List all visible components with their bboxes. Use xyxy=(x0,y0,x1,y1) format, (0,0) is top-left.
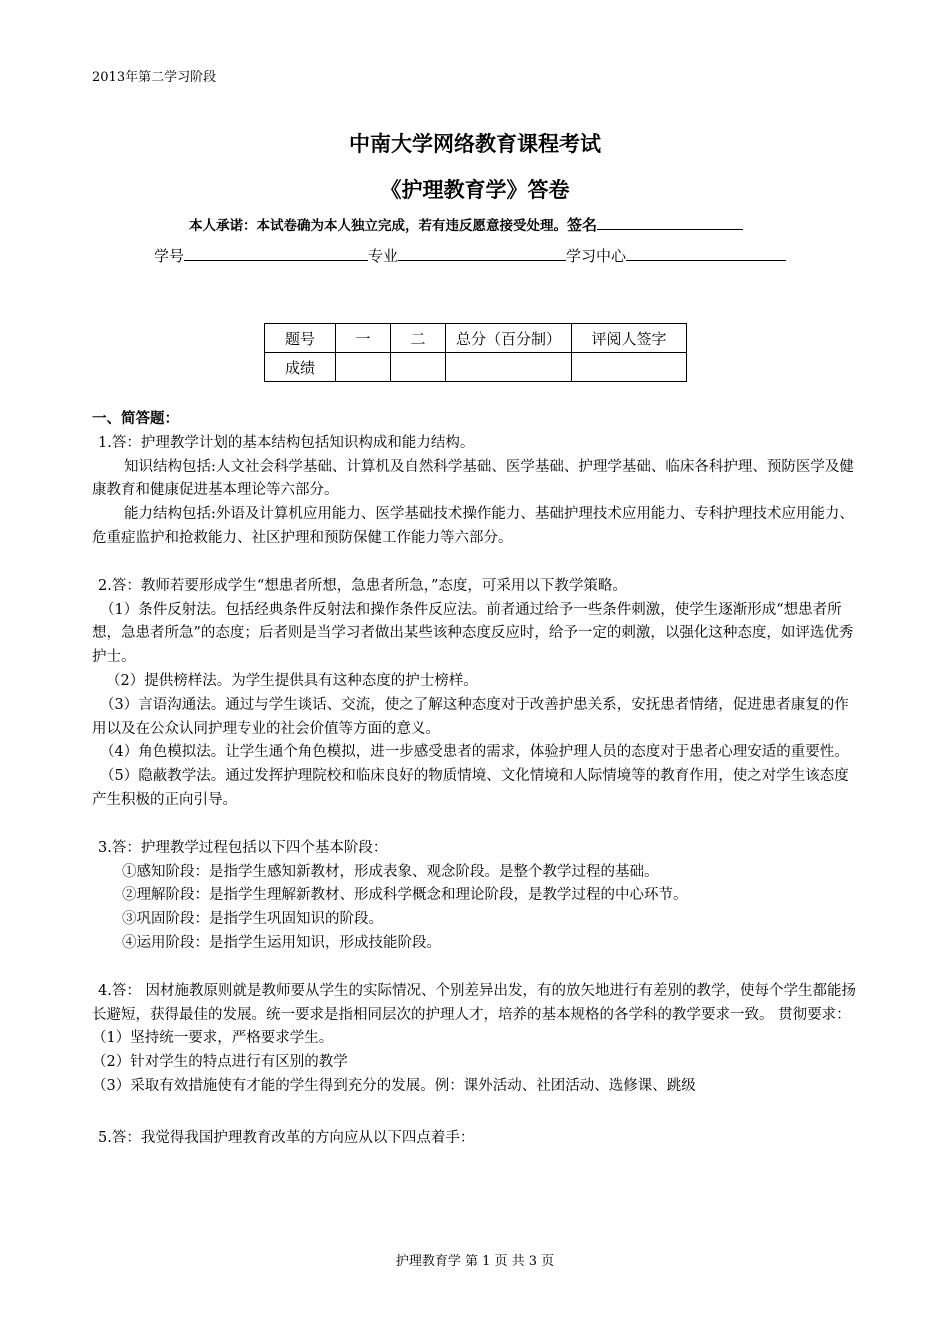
score-cell-1[interactable] xyxy=(336,353,391,382)
section-title: 一、简答题： xyxy=(92,411,179,427)
sign-field[interactable] xyxy=(597,215,743,230)
q1-paragraph: 知识结构包括:人文社会科学基础、计算机及自然科学基础、医学基础、护理学基础、临床各科护理、预防医学及健康教育和健康促进基本理论等六部分。 xyxy=(92,458,854,499)
q4-intro: 4.答： 因材施教原则就是教师要从学生的实际情况、个别差异出发，有的放矢地进行有差别的教学，使每个学生都能扬长避短，获得最佳的发展。统一要求是指相同层次的护理人才，培养的基本规格的各学科的教学要求一致。 贯彻要求： xyxy=(92,982,856,1023)
q4-item: （1）坚持统一要求，严格要求学生。 xyxy=(92,1030,334,1047)
table-header-cell: 总分（百分制） xyxy=(446,324,572,353)
score-table-header-row xyxy=(265,324,687,353)
pledge-line xyxy=(189,214,743,235)
pledge-text: 本人承诺：本试卷确为本人独立完成，若有违反愿意接受处理。 xyxy=(189,218,567,234)
center-field[interactable] xyxy=(626,246,786,261)
score-table-row xyxy=(265,353,687,382)
course-title: 《护理教育学》答卷 xyxy=(380,178,570,202)
table-header-cell: 二 xyxy=(391,324,446,353)
center-label: 学习中心 xyxy=(566,247,627,265)
q3-item: ④运用阶段：是指学生运用知识，形成技能阶段。 xyxy=(122,934,441,951)
table-header-cell: 题号 xyxy=(265,324,336,353)
q3-item: ②理解阶段：是指学生理解新教材、形成科学概念和理论阶段，是教学过程的中心环节。 xyxy=(122,887,688,904)
student-id-field[interactable] xyxy=(184,246,368,261)
student-id-label: 学号 xyxy=(154,247,185,265)
major-field[interactable] xyxy=(398,246,566,261)
page-header: 2013年第二学习阶段 xyxy=(92,70,217,85)
score-cell-2[interactable] xyxy=(391,353,446,382)
q1-paragraph: 能力结构包括:外语及计算机应用能力、医学基础技术操作能力、基础护理技术应用能力、专科护理技术应用能力、危重症监护和抢救能力、社区护理和预防保健工作能力等六部分。 xyxy=(92,506,854,546)
q4-item: （3）采取有效措施使有才能的学生得到充分的发展。例：课外活动、社团活动、选修课、跳级 xyxy=(92,1077,696,1094)
q4-item: （2）针对学生的特点进行有区别的教学 xyxy=(92,1054,348,1071)
q2-item: （5）隐蔽教学法。通过发挥护理院校和临床良好的物质情境、文化情境和人际情境等的教育作用，使之对学生该态度产生积极的正向引导。 xyxy=(92,768,849,808)
sign-label: 签名 xyxy=(567,216,598,234)
score-cell-reviewer[interactable] xyxy=(572,353,687,382)
major-label: 专业 xyxy=(368,247,399,265)
student-info-line xyxy=(154,245,786,266)
q2-item: （3）言语沟通法。通过与学生谈话、交流，使之了解这种态度对于改善护患关系，安抚患者情绪，促进患者康复的作用以及在公众认同护理专业的社会价值等方面的意义。 xyxy=(92,696,849,737)
score-cell-total[interactable] xyxy=(446,353,572,382)
table-header-cell: 评阅人签字 xyxy=(572,324,687,353)
q5-intro: 5.答：我觉得我国护理教育改革的方向应从以下四点着手： xyxy=(98,1129,475,1146)
table-header-cell: 一 xyxy=(336,324,391,353)
q2-intro: 2.答：教师若要形成学生“想患者所想，急患者所急，”态度，可采用以下教学策略。 xyxy=(98,577,627,594)
page-footer: 护理教育学 第 1 页 共 3 页 xyxy=(395,1254,555,1269)
q3-item: ①感知阶段：是指学生感知新教材，形成表象、观念阶段。是整个教学过程的基础。 xyxy=(122,863,659,880)
q3-intro: 3.答：护理教学过程包括以下四个基本阶段： xyxy=(98,839,388,856)
score-table xyxy=(264,323,687,382)
q2-item: （4）角色模拟法。让学生通个角色模拟，进一步感受患者的需求，体验护理人员的态度对于患者心理安适的重要性。 xyxy=(100,744,849,761)
q2-item: （2）提供榜样法。为学生提供具有这种态度的护士榜样。 xyxy=(106,672,478,689)
q2-item: （1）条件反射法。包括经典条件反射法和操作条件反应法。前者通过给予一些条件刺激，使学生逐渐形成“想患者所想，急患者所急”的态度；后者则是当学习者做出某些该种态度反应时，给予一定的刺激，以强化这种态度，如评选优秀护士。 xyxy=(92,601,854,666)
q3-item: ③巩固阶段：是指学生巩固知识的阶段。 xyxy=(122,911,383,928)
exam-title: 中南大学网络教育课程考试 xyxy=(349,132,601,156)
answer-content xyxy=(92,408,862,1151)
q1-intro: 1.答：护理教学计划的基本结构包括知识构成和能力结构。 xyxy=(98,434,475,451)
score-row-label: 成绩 xyxy=(265,353,336,382)
